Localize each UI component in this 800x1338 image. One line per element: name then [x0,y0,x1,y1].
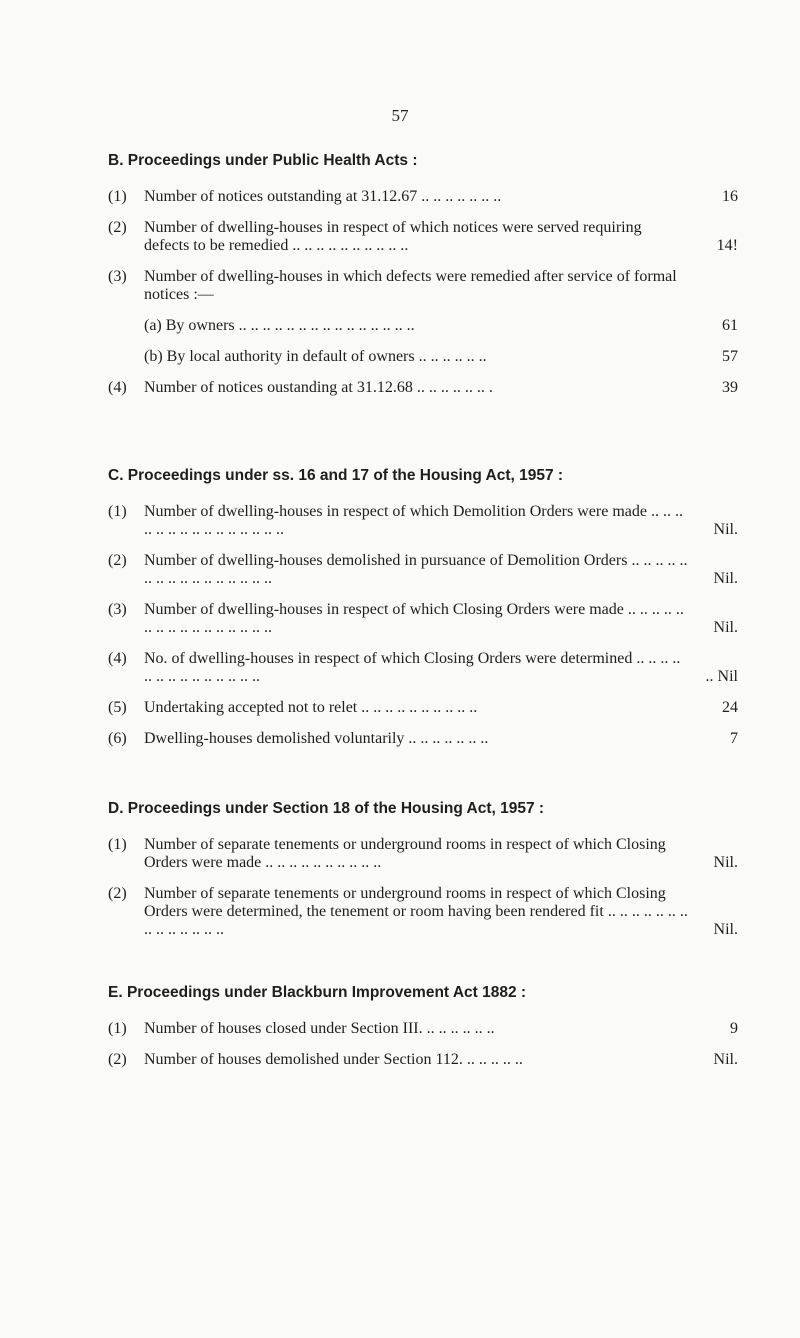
item-text: Number of dwelling-houses in respect of which notices were served requiring defects to be remedied .. .. .. .. .. .. .. .. .. .. [144,219,642,254]
list-item [108,552,738,588]
item-text: Number of notices outstanding at 31.12.67 .. .. .. .. .. .. .. [144,188,502,205]
item-number: (1) [108,836,127,853]
list-item [108,1051,738,1069]
item-value: Nil. [713,854,738,871]
section-heading: E. Proceedings under Blackburn Improvement Act 1882 : [108,984,527,1001]
list-item [108,317,738,335]
item-value: 57 [722,348,738,365]
item-number: (1) [108,1020,127,1037]
item-value: 14! [716,237,738,254]
list-item [108,188,738,206]
item-number: (3) [108,268,127,285]
list-item [108,650,738,686]
item-text: Undertaking accepted not to relet .. .. .. .. .. .. .. .. .. .. [144,699,478,716]
item-number: (5) [108,699,127,716]
item-text: Number of separate tenements or underground rooms in respect of which Closing Orders were made .. .. .. .. .. .. .. .. .. .. [144,836,666,871]
item-value: Nil. [713,1051,738,1068]
item-text: Number of dwelling-houses demolished in pursuance of Demolition Orders .. .. .. .. .. .. .. .. .. .. .. .. .. .. .. .. [144,552,688,587]
page-number: 57 [391,106,409,125]
item-value: 24 [722,699,738,716]
item-text: Dwelling-houses demolished voluntarily .. .. .. .. .. .. .. [144,730,489,747]
item-value: Nil. [713,619,738,636]
list-item [108,379,738,397]
list-item [108,836,738,872]
item-value: 61 [722,317,738,334]
item-text: (b) By local authority in default of owners .. .. .. .. .. .. [144,348,487,365]
list-item [108,1020,738,1038]
item-number: (6) [108,730,127,747]
item-value: 9 [730,1020,738,1037]
item-value: 16 [722,188,738,205]
item-text: Number of dwelling-houses in which defects were remedied after service of formal notices :— [144,268,677,303]
item-value: Nil. [713,921,738,938]
section-heading: B. Proceedings under Public Health Acts : [108,152,418,169]
item-value: Nil. [713,521,738,538]
section-heading: C. Proceedings under ss. 16 and 17 of the Housing Act, 1957 : [108,467,564,484]
list-item [108,268,738,304]
item-value: 39 [722,379,738,396]
section-b [108,152,738,410]
section-heading: D. Proceedings under Section 18 of the Housing Act, 1957 : [108,800,545,817]
list-item [108,601,738,637]
item-number: (2) [108,1051,127,1068]
item-value: Nil. [713,570,738,587]
item-number: (2) [108,885,127,902]
section-c [108,467,738,761]
item-number: (2) [108,219,127,236]
item-number: (4) [108,650,127,667]
item-text: (a) By owners .. .. .. .. .. .. .. .. .. .. .. .. .. .. .. [144,317,415,334]
list-item [108,730,738,748]
list-item [108,219,738,255]
item-value: .. Nil [705,668,738,685]
item-text: Number of separate tenements or underground rooms in respect of which Closing Orders were determined, the tenement or room having been rendered fit .. .. .. .. .. .. .. .. .. .. .. .. .. .. [144,885,688,938]
item-number: (4) [108,379,127,396]
list-item [108,885,738,939]
section-d [108,800,738,952]
item-text: Number of dwelling-houses in respect of which Demolition Orders were made .. .. .. .. .. .. .. .. .. .. .. .. .. .. .. [144,503,683,538]
item-value: 7 [730,730,738,747]
item-text: Number of notices oustanding at 31.12.68 .. .. .. .. .. .. . [144,379,493,396]
item-number: (1) [108,503,127,520]
item-text: Number of houses demolished under Section 112. .. .. .. .. .. [144,1051,523,1068]
list-item [108,503,738,539]
list-item [108,348,738,366]
item-number: (3) [108,601,127,618]
item-text: Number of dwelling-houses in respect of which Closing Orders were made .. .. .. .. .. .. .. .. .. .. .. .. .. .. .. .. [144,601,684,636]
item-number: (1) [108,188,127,205]
item-text: Number of houses closed under Section III. .. .. .. .. .. .. [144,1020,495,1037]
list-item [108,699,738,717]
item-text: No. of dwelling-houses in respect of which Closing Orders were determined .. .. .. .. .. .. .. .. .. .. .. .. .. .. [144,650,681,685]
section-e [108,984,738,1082]
item-number: (2) [108,552,127,569]
